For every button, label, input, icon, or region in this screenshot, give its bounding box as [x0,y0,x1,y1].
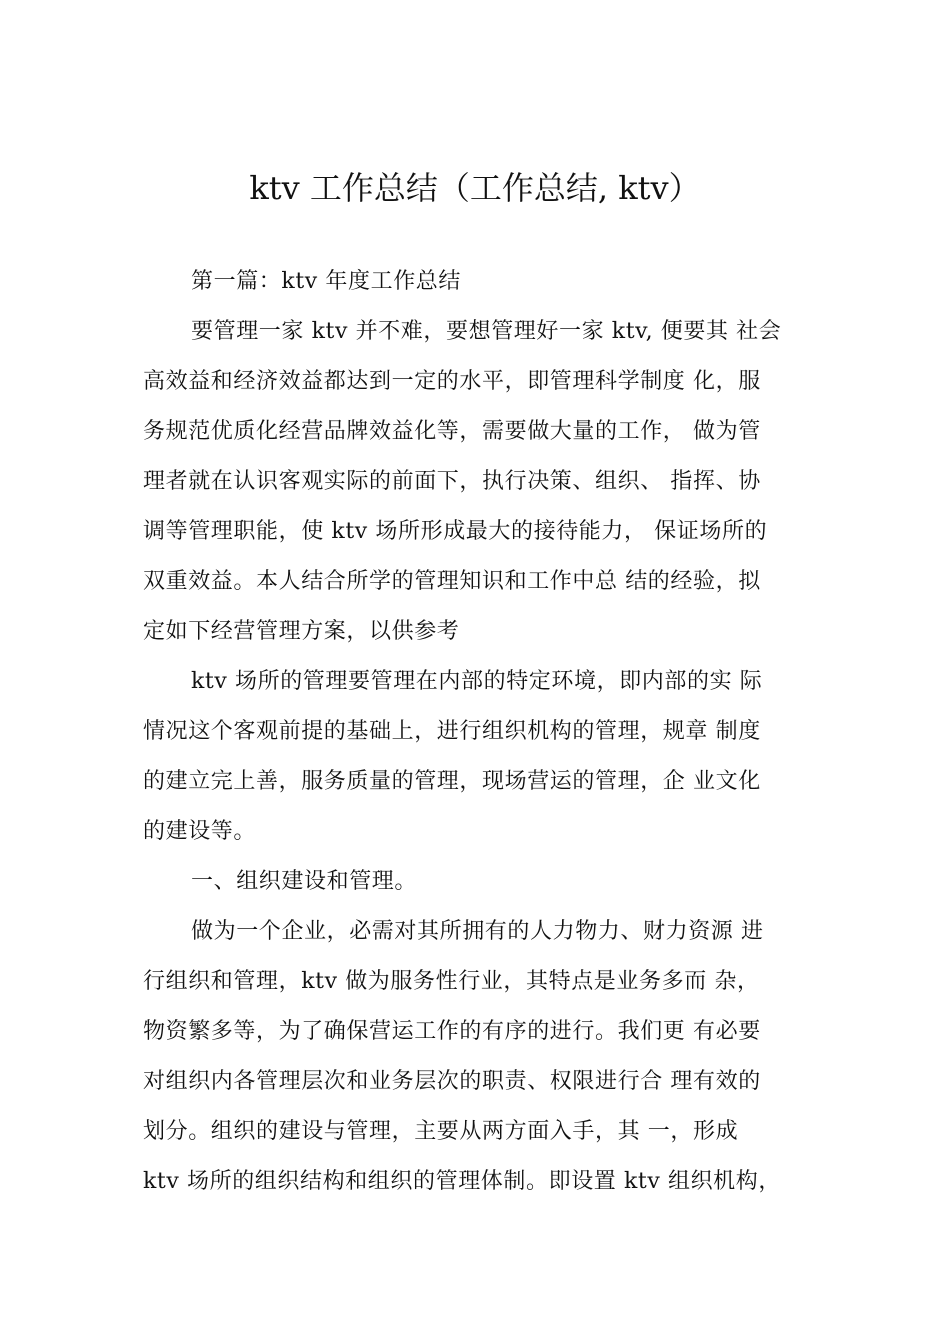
body-line: 定如下经营管理方案，以供参考 [143,619,460,644]
body-line: 对组织内各管理层次和业务层次的职责、权限进行合 理有效的 [143,1069,761,1094]
body-line: 双重效益。本人结合所学的管理知识和工作中总 结的经验，拟 [143,569,761,594]
document-body [143,257,813,1207]
body-line: 的建设等。 [143,819,257,844]
body-line: ktv 场所的管理要管理在内部的特定环境，即内部的实 际 [191,669,763,694]
body-line: 情况这个客观前提的基础上，进行组织机构的管理，规章 制度 [143,719,761,744]
body-line: 调等管理职能，使 ktv 场所形成最大的接待能力， 保证场所的 [143,519,768,544]
body-line: 务规范优质化经营品牌效益化等，需要做大量的工作， 做为管 [143,419,761,444]
body-line: 第一篇：ktv 年度工作总结 [191,269,461,294]
document-title: ktv 工作总结（工作总结, ktv） [249,169,701,207]
body-line: 要管理一家 ktv 并不难，要想管理好一家 ktv, 便要其 社会 [191,319,782,344]
body-line: 做为一个企业，必需对其所拥有的人力物力、财力资源 进 [191,919,764,944]
body-line: 物资繁多等，为了确保营运工作的有序的进行。我们更 有必要 [143,1019,761,1044]
body-line: 划分。组织的建设与管理，主要从两方面入手，其 一，形成 [143,1119,739,1144]
body-line: 的建立完上善，服务质量的管理，现场营运的管理，企 业文化 [143,769,761,794]
body-line: 理者就在认识客观实际的前面下，执行决策、组织、 指挥、协 [143,469,761,494]
body-line: 一、组织建设和管理。 [191,869,418,894]
body-line: ktv 场所的组织结构和组织的管理体制。即设置 ktv 组织机构， [143,1169,781,1194]
body-line: 高效益和经济效益都达到一定的水平，即管理科学制度 化，服 [143,369,761,394]
body-line: 行组织和管理，ktv 做为服务性行业，其特点是业务多而 杂， [143,969,760,994]
